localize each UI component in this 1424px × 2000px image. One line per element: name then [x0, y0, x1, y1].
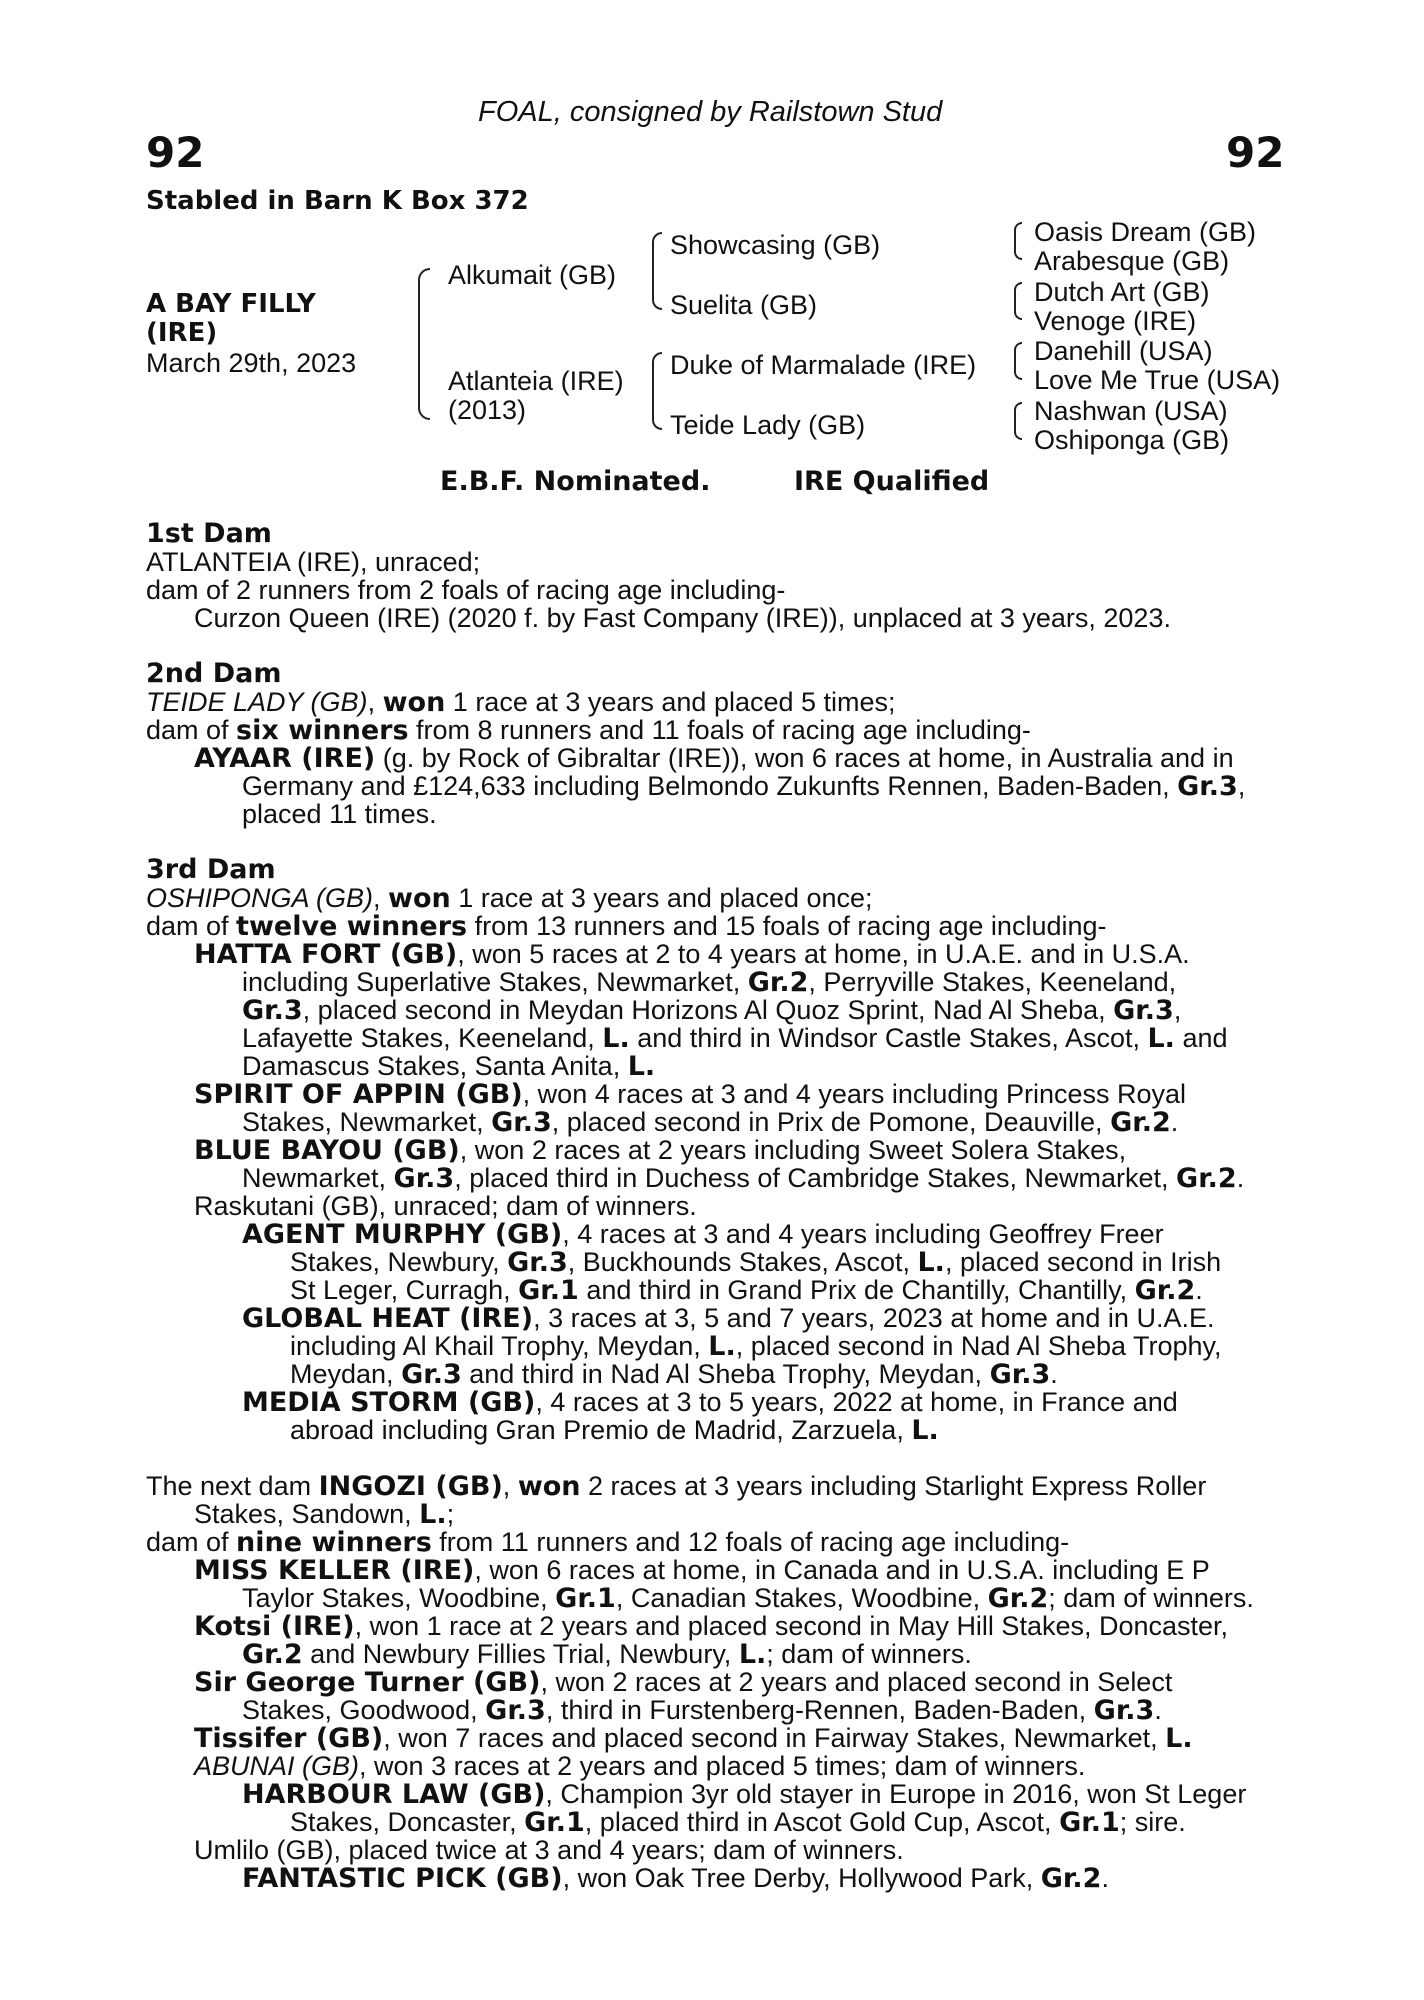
- text-run: placed 11 times.: [242, 799, 437, 829]
- bracket-gen4-4: [1014, 402, 1022, 440]
- dam2-record: [146, 688, 1286, 828]
- record-line: [146, 744, 1286, 772]
- text-run: , placed second in Prix de Pomone, Deauville,: [551, 1107, 1111, 1137]
- record-line: [146, 1556, 1286, 1584]
- bracket-dam: [652, 352, 662, 430]
- record-line: [146, 1808, 1286, 1836]
- text-run: ,: [373, 883, 389, 913]
- record-line: [146, 1332, 1286, 1360]
- text-run: , Champion 3yr old stayer in Europe in 2016, won St Leger: [545, 1779, 1247, 1809]
- record-line: [146, 688, 1286, 716]
- record-line: [146, 1668, 1286, 1696]
- dam1-heading: 1st Dam: [146, 518, 272, 549]
- record-line: [146, 548, 1286, 576]
- bold-text: GLOBAL HEAT (IRE): [242, 1303, 534, 1334]
- pedigree-dam-year: (2013): [448, 395, 527, 425]
- bold-text: SPIRIT OF APPIN (GB): [194, 1079, 523, 1110]
- bold-text: L.: [627, 1051, 656, 1082]
- text-run: (g. by Rock of Gibraltar (IRE)), won 6 races at home, in Australia and in: [375, 743, 1234, 773]
- pedigree-sire: Alkumait (GB): [448, 260, 617, 290]
- record-line: [146, 1136, 1286, 1164]
- text-run: 2 races at 3 years including Starlight Express Roller: [580, 1471, 1207, 1501]
- record-line: [146, 1864, 1286, 1892]
- text-run: ,: [367, 687, 383, 717]
- record-line: [146, 1108, 1286, 1136]
- text-run: , won 6 races at home, in Canada and in U.S.A. including E P: [474, 1555, 1210, 1585]
- text-run: .: [1170, 1107, 1179, 1137]
- record-line: [146, 1220, 1286, 1248]
- text-run: , won 5 races at 2 to 4 years at home, in U.A.E. and in U.S.A.: [457, 939, 1190, 969]
- bold-text: Sir George Turner (GB): [194, 1667, 541, 1698]
- record-line: [146, 884, 1286, 912]
- produce-record: [146, 520, 1286, 1892]
- text-run: dam of: [146, 911, 237, 941]
- text-run: , 4 races at 3 to 5 years, 2022 at home, in France and: [535, 1387, 1178, 1417]
- bold-text: won: [517, 1471, 581, 1502]
- pedigree-gen4-8: Oshiponga (GB): [1034, 425, 1230, 455]
- ire-qualified: IRE Qualified: [794, 466, 990, 497]
- text-run: Stakes, Doncaster,: [290, 1807, 525, 1837]
- dam3-record: [146, 884, 1286, 1444]
- bold-text: won: [388, 883, 451, 914]
- bold-text: Gr.1: [518, 1275, 579, 1306]
- pedigree-gen4-5: Danehill (USA): [1034, 336, 1213, 366]
- bold-text: BLUE BAYOU (GB): [194, 1135, 460, 1166]
- pedigree-dam: Atlanteia (IRE): [448, 366, 624, 396]
- record-line: [146, 1304, 1286, 1332]
- record-line: [146, 912, 1286, 940]
- text-run: , 3 races at 3, 5 and 7 years, 2023 at home and in U.A.E.: [533, 1303, 1215, 1333]
- record-line: [146, 940, 1286, 968]
- bold-text: MISS KELLER (IRE): [194, 1555, 475, 1586]
- record-line: [146, 1640, 1286, 1668]
- text-run: and third in Windsor Castle Stakes, Ascot,: [629, 1023, 1148, 1053]
- bold-text: L.: [708, 1331, 736, 1362]
- record-line: [146, 604, 1286, 632]
- text-run: Lafayette Stakes, Keeneland,: [242, 1023, 603, 1053]
- bold-text: Gr.2: [1110, 1107, 1171, 1138]
- bracket-gen4-1: [1014, 222, 1022, 260]
- text-run: .: [1050, 1359, 1058, 1389]
- text-run: , placed second in Irish: [944, 1247, 1222, 1277]
- pedigree-gen3-4: Teide Lady (GB): [670, 410, 866, 440]
- bold-text: Gr.3: [491, 1107, 552, 1138]
- bold-text: Gr.3: [485, 1695, 546, 1726]
- pedigree-gen4-2: Arabesque (GB): [1034, 246, 1230, 276]
- text-run: Raskutani (GB), unraced; dam of winners.: [194, 1191, 697, 1221]
- record-line: [146, 1192, 1286, 1220]
- text-run: Stakes, Sandown,: [194, 1499, 420, 1529]
- bold-text: Gr.2: [987, 1583, 1049, 1614]
- text-run: .: [1236, 1163, 1245, 1193]
- text-run: , Buckhounds Stakes, Ascot,: [567, 1247, 918, 1277]
- italic-text: ABUNAI (GB): [194, 1751, 360, 1781]
- bold-text: Tissifer (GB): [194, 1723, 384, 1754]
- bold-text: Gr.2: [747, 967, 809, 998]
- bold-text: INGOZI (GB): [318, 1471, 503, 1502]
- record-line: [146, 968, 1286, 996]
- text-run: Damascus Stakes, Santa Anita,: [242, 1051, 628, 1081]
- text-run: , Canadian Stakes, Woodbine,: [615, 1583, 988, 1613]
- record-line: [146, 1500, 1286, 1528]
- text-run: , placed third in Duchess of Cambridge Stakes, Newmarket,: [454, 1163, 1177, 1193]
- bold-text: L.: [1147, 1023, 1175, 1054]
- record-line: [146, 1780, 1286, 1808]
- text-run: Curzon Queen (IRE) (2020 f. by Fast Company (IRE)), unplaced at 3 years, 2023.: [194, 603, 1171, 633]
- ebf-nomination: E.B.F. Nominated.: [440, 466, 711, 497]
- text-run: , placed second in Nad Al Sheba Trophy,: [735, 1331, 1222, 1361]
- bold-text: Gr.3: [1177, 771, 1238, 802]
- text-run: , 4 races at 3 and 4 years including Geoffrey Freer: [562, 1219, 1164, 1249]
- text-run: including Al Khail Trophy, Meydan,: [290, 1331, 709, 1361]
- text-run: , won 1 race at 2 years and placed second in May Hill Stakes, Doncaster,: [354, 1611, 1229, 1641]
- text-run: , won 2 races at 2 years and placed second in Select: [540, 1667, 1173, 1697]
- bold-text: L.: [738, 1639, 767, 1670]
- record-line: [146, 1696, 1286, 1724]
- catalogue-header: FOAL, consigned by Railstown Stud: [478, 96, 943, 128]
- text-run: ,: [1237, 771, 1246, 801]
- text-run: abroad including Gran Premio de Madrid, Zarzuela,: [290, 1415, 912, 1445]
- text-run: 1 race at 3 years and placed once;: [450, 883, 873, 913]
- record-line: [146, 716, 1286, 744]
- record-line: [146, 1416, 1286, 1444]
- subject-country: (IRE): [146, 318, 218, 348]
- text-run: 1 race at 3 years and placed 5 times;: [445, 687, 896, 717]
- bold-text: Gr.3: [507, 1247, 568, 1278]
- bold-text: HARBOUR LAW (GB): [242, 1779, 546, 1810]
- text-run: Stakes, Newbury,: [290, 1247, 508, 1277]
- text-run: and: [1174, 1023, 1228, 1053]
- next-dam-record: [146, 1472, 1286, 1892]
- record-line: [146, 1248, 1286, 1276]
- dam3-heading: 3rd Dam: [146, 854, 276, 885]
- record-line: [146, 1388, 1286, 1416]
- text-run: , placed third in Ascot Gold Cup, Ascot,: [584, 1807, 1060, 1837]
- bold-text: MEDIA STORM (GB): [242, 1387, 536, 1418]
- pedigree-gen4-4: Venoge (IRE): [1034, 306, 1197, 336]
- text-run: from 8 runners and 11 foals of racing age including-: [408, 715, 1031, 745]
- text-run: ATLANTEIA (IRE), unraced;: [146, 547, 481, 577]
- record-line: [146, 800, 1286, 828]
- pedigree-gen3-1: Showcasing (GB): [670, 230, 881, 260]
- text-run: including Superlative Stakes, Newmarket,: [242, 967, 748, 997]
- text-run: The next dam: [146, 1471, 319, 1501]
- bracket-gen1: [418, 268, 430, 420]
- bold-text: FANTASTIC PICK (GB): [242, 1863, 563, 1894]
- dam2-heading: 2nd Dam: [146, 658, 282, 689]
- dam1-record: [146, 548, 1286, 632]
- text-run: St Leger, Curragh,: [290, 1275, 519, 1305]
- record-line: [146, 1724, 1286, 1752]
- text-run: and third in Grand Prix de Chantilly, Chantilly,: [578, 1275, 1135, 1305]
- record-line: [146, 1472, 1286, 1500]
- bold-text: Gr.1: [1059, 1807, 1120, 1838]
- text-run: ;: [446, 1499, 455, 1529]
- record-line: [146, 1024, 1286, 1052]
- text-run: from 11 runners and 12 foals of racing age including-: [431, 1527, 1070, 1557]
- bold-text: L.: [419, 1499, 447, 1530]
- bold-text: Kotsi (IRE): [194, 1611, 355, 1642]
- record-line: [146, 1752, 1286, 1780]
- bold-text: Gr.1: [524, 1807, 585, 1838]
- lot-number-right: 92: [1226, 128, 1285, 177]
- text-run: Taylor Stakes, Woodbine,: [242, 1583, 556, 1613]
- text-run: .: [1101, 1863, 1109, 1893]
- text-run: , won 4 races at 3 and 4 years including Princess Royal: [522, 1079, 1187, 1109]
- record-line: [146, 1612, 1286, 1640]
- bold-text: L.: [911, 1415, 939, 1446]
- bold-text: Gr.3: [242, 995, 303, 1026]
- pedigree-gen4-3: Dutch Art (GB): [1034, 277, 1210, 307]
- bold-text: HATTA FORT (GB): [194, 939, 458, 970]
- bracket-sire: [652, 232, 662, 310]
- bold-text: AYAAR (IRE): [194, 743, 376, 774]
- bold-text: Gr.2: [1176, 1163, 1237, 1194]
- record-line: [146, 1528, 1286, 1556]
- text-run: and Newbury Fillies Trial, Newbury,: [302, 1639, 739, 1669]
- bold-text: twelve winners: [236, 911, 468, 942]
- text-run: , won 7 races and placed second in Fairway Stakes, Newmarket,: [383, 1723, 1166, 1753]
- text-run: ,: [1173, 995, 1182, 1025]
- record-line: [146, 1080, 1286, 1108]
- text-run: and third in Nad Al Sheba Trophy, Meydan,: [461, 1359, 990, 1389]
- bold-text: nine winners: [236, 1527, 432, 1558]
- text-run: Stakes, Goodwood,: [242, 1695, 486, 1725]
- bold-text: Gr.3: [401, 1359, 462, 1390]
- bold-text: L.: [1165, 1723, 1193, 1754]
- text-run: Meydan,: [290, 1359, 402, 1389]
- text-run: , won 3 races at 2 years and placed 5 times; dam of winners.: [359, 1751, 1086, 1781]
- bold-text: Gr.2: [242, 1639, 303, 1670]
- text-run: .: [1195, 1275, 1203, 1305]
- pedigree-gen4-1: Oasis Dream (GB): [1034, 217, 1257, 247]
- text-run: , placed second in Meydan Horizons Al Quoz Sprint, Nad Al Sheba,: [302, 995, 1114, 1025]
- record-line: [146, 576, 1286, 604]
- bold-text: L.: [917, 1247, 945, 1278]
- bold-text: Gr.2: [1134, 1275, 1196, 1306]
- text-run: Germany and £124,633 including Belmondo Zukunfts Rennen, Baden-Baden,: [242, 771, 1178, 801]
- text-run: , third in Furstenberg-Rennen, Baden-Baden,: [545, 1695, 1094, 1725]
- pedigree-gen3-2: Suelita (GB): [670, 290, 818, 320]
- record-line: [146, 1360, 1286, 1388]
- text-run: Umlilo (GB), placed twice at 3 and 4 years; dam of winners.: [194, 1835, 904, 1865]
- text-run: ,: [502, 1471, 518, 1501]
- bold-text: AGENT MURPHY (GB): [242, 1219, 563, 1250]
- text-run: , won Oak Tree Derby, Hollywood Park,: [562, 1863, 1041, 1893]
- italic-text: OSHIPONGA (GB): [146, 883, 374, 913]
- lot-number-left: 92: [146, 128, 205, 177]
- italic-text: TEIDE LADY (GB): [146, 687, 368, 717]
- record-line: [146, 772, 1286, 800]
- stabling-info: Stabled in Barn K Box 372: [146, 186, 529, 216]
- record-line: [146, 1164, 1286, 1192]
- record-line: [146, 1836, 1286, 1864]
- pedigree-gen3-3: Duke of Marmalade (IRE): [670, 350, 977, 380]
- text-run: Stakes, Newmarket,: [242, 1107, 492, 1137]
- text-run: .: [1154, 1695, 1162, 1725]
- bold-text: six winners: [236, 715, 409, 746]
- bold-text: Gr.2: [1040, 1863, 1102, 1894]
- text-run: Newmarket,: [242, 1163, 394, 1193]
- text-run: ; dam of winners.: [766, 1639, 972, 1669]
- text-run: dam of 2 runners from 2 foals of racing age including-: [146, 575, 786, 605]
- bold-text: won: [382, 687, 446, 718]
- text-run: from 13 runners and 15 foals of racing age including-: [467, 911, 1107, 941]
- record-line: [146, 1584, 1286, 1612]
- record-line: [146, 1052, 1286, 1080]
- record-line: [146, 996, 1286, 1024]
- text-run: dam of: [146, 715, 237, 745]
- bold-text: Gr.1: [555, 1583, 616, 1614]
- text-run: ; sire.: [1119, 1807, 1186, 1837]
- subject-name: A BAY FILLY: [146, 289, 316, 319]
- bold-text: Gr.3: [1093, 1695, 1155, 1726]
- subject-dob: March 29th, 2023: [146, 348, 357, 378]
- text-run: , won 2 races at 2 years including Sweet Solera Stakes,: [459, 1135, 1127, 1165]
- bold-text: L.: [602, 1023, 630, 1054]
- pedigree-gen4-7: Nashwan (USA): [1034, 396, 1228, 426]
- text-run: , Perryville Stakes, Keeneland,: [808, 967, 1177, 997]
- bold-text: Gr.3: [1113, 995, 1174, 1026]
- bold-text: Gr.3: [393, 1163, 455, 1194]
- record-line: [146, 1276, 1286, 1304]
- text-run: dam of: [146, 1527, 237, 1557]
- bracket-gen4-3: [1014, 342, 1022, 380]
- bold-text: Gr.3: [989, 1359, 1051, 1390]
- text-run: ; dam of winners.: [1048, 1583, 1254, 1613]
- pedigree-gen4-6: Love Me True (USA): [1034, 365, 1281, 395]
- bracket-gen4-2: [1014, 282, 1022, 320]
